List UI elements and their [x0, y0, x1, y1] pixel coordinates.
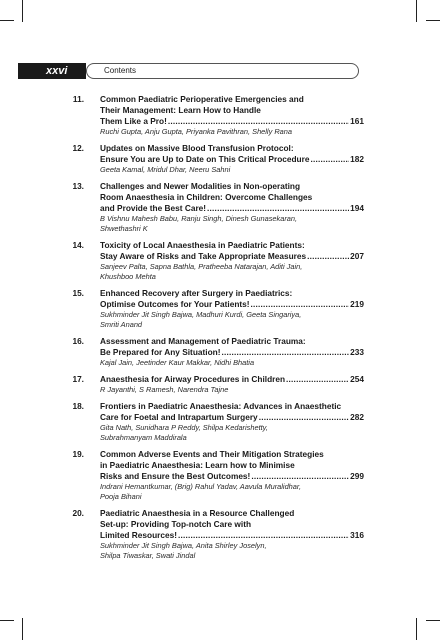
author-line: Kajal Jain, Jeetinder Kaur Makkar, Nidhi Bhatia [100, 358, 255, 367]
toc-entry-title [100, 449, 364, 482]
dot-leader [168, 116, 349, 127]
author-line: Ruchi Gupta, Anju Gupta, Priyanka Pavithran, Shelly Rana [100, 127, 292, 136]
toc-entry-number: 16. [72, 336, 84, 346]
toc-entry-number: 19. [72, 449, 84, 459]
table-of-contents [72, 94, 364, 567]
toc-entry-authors [100, 262, 364, 282]
author-line: Indrani Hemantkumar, (Brig) Rahul Yadav, Aavula Muralidhar, [100, 482, 302, 491]
toc-title-line: Their Management: Learn How to Handle [100, 105, 261, 115]
running-header [18, 63, 359, 79]
toc-title-line: Set-up: Providing Top-notch Care with [100, 519, 252, 529]
toc-page-number[interactable]: 219 [350, 299, 364, 309]
toc-entry-number: 15. [72, 288, 84, 298]
toc-entry-title [100, 374, 364, 385]
toc-title-line: Common Paediatric Perioperative Emergencies and [100, 94, 304, 104]
toc-title-line: Common Adverse Events and Their Mitigation Strategies [100, 449, 324, 459]
toc-entry[interactable] [72, 94, 364, 137]
toc-entry[interactable] [72, 336, 364, 368]
toc-title-line: Room Anaesthesia in Children: Overcome Challenges [100, 192, 313, 202]
dot-leader [178, 530, 349, 541]
author-line: Sanjeev Palta, Sapna Bathla, Pratheeba Natarajan, Aditi Jain, [100, 262, 303, 271]
author-line: Sukhminder Jit Singh Bajwa, Madhuri Kurdi, Geeta Singariya, [100, 310, 302, 319]
toc-entry[interactable] [72, 143, 364, 175]
toc-entry-authors [100, 482, 364, 502]
toc-title-line: Stay Aware of Risks and Take Appropriate Measures [100, 251, 307, 261]
toc-entry[interactable] [72, 449, 364, 502]
toc-entry-authors [100, 423, 364, 443]
toc-entry-title [100, 336, 364, 358]
toc-page-number[interactable]: 182 [350, 154, 364, 164]
toc-entry-authors [100, 541, 364, 561]
toc-title-line: Enhanced Recovery after Surgery in Paediatrics: [100, 288, 293, 298]
toc-entry-title [100, 143, 364, 165]
dot-leader [221, 347, 349, 358]
toc-title-line: Anaesthesia for Airway Procedures in Children [100, 374, 286, 384]
toc-entry-authors [100, 385, 364, 395]
author-line: Shilpa Tiwaskar, Swati Jindal [100, 551, 196, 560]
author-line: Khushboo Mehta [100, 272, 156, 281]
crop-mark [416, 0, 417, 22]
toc-entry-number: 12. [72, 143, 84, 153]
toc-title-line: in Paediatric Anaesthesia: Learn how to Minimise [100, 460, 295, 470]
toc-entry[interactable] [72, 181, 364, 234]
toc-title-line: Risks and Ensure the Best Outcomes! [100, 471, 251, 481]
toc-title-line: Ensure You are Up to Date on This Critical Procedure [100, 154, 310, 164]
toc-entry[interactable] [72, 288, 364, 330]
toc-title-line: Them Like a Pro! [100, 116, 167, 126]
toc-entry-title [100, 94, 364, 127]
toc-entry[interactable] [72, 508, 364, 561]
toc-entry-title [100, 181, 364, 214]
toc-page-number[interactable]: 161 [350, 116, 364, 126]
toc-title-line: Toxicity of Local Anaesthesia in Paediatric Patients: [100, 240, 305, 250]
toc-title-line: Paediatric Anaesthesia in a Resource Challenged [100, 508, 295, 518]
toc-title-line: Challenges and Newer Modalities in Non-operating [100, 181, 301, 191]
crop-mark [426, 620, 440, 621]
toc-title-line: Care for Foetal and Intrapartum Surgery [100, 412, 258, 422]
toc-title-line: and Provide the Best Care! [100, 203, 207, 213]
toc-title-line: Frontiers in Paediatric Anaesthesia: Advances in Anaesthetic [100, 401, 342, 411]
toc-entry-title [100, 401, 364, 423]
dot-leader [307, 251, 349, 262]
toc-page-number[interactable]: 282 [350, 412, 364, 422]
crop-mark [22, 618, 23, 640]
toc-page-number[interactable]: 207 [350, 251, 364, 261]
crop-mark [426, 20, 440, 21]
crop-mark [0, 620, 14, 621]
toc-entry-number: 18. [72, 401, 84, 411]
author-line: Subrahmanyam Maddirala [100, 433, 187, 442]
toc-title-line: Limited Resources! [100, 530, 177, 540]
dot-leader [207, 203, 349, 214]
toc-page-number[interactable]: 194 [350, 203, 364, 213]
dot-leader [286, 374, 349, 385]
toc-entry-number: 11. [72, 94, 84, 104]
toc-entry[interactable] [72, 374, 364, 395]
toc-page-number[interactable]: 316 [350, 530, 364, 540]
toc-page-number[interactable]: 299 [350, 471, 364, 481]
toc-entry-title [100, 508, 364, 541]
toc-entry[interactable] [72, 401, 364, 443]
author-line: Pooja Bihani [100, 492, 142, 501]
author-line: B Vishnu Mahesh Babu, Ranju Singh, Dinesh Gunasekaran, [100, 214, 298, 223]
author-line: Geeta Kamal, Mridul Dhar, Neeru Sahni [100, 165, 231, 174]
dot-leader [310, 154, 349, 165]
toc-entry-authors [100, 214, 364, 234]
toc-entry-number: 14. [72, 240, 84, 250]
toc-entry-title [100, 240, 364, 262]
dot-leader [251, 471, 349, 482]
header-page-number: xxvi [46, 65, 68, 77]
author-line: Sukhminder Jit Singh Bajwa, Anita Shirley Joselyn, [100, 541, 267, 550]
toc-entry-number: 13. [72, 181, 84, 191]
toc-entry-title [100, 288, 364, 310]
toc-entry-authors [100, 358, 364, 368]
author-line: Smriti Anand [100, 320, 143, 329]
toc-title-line: Updates on Massive Blood Transfusion Protocol: [100, 143, 294, 153]
toc-entry-authors [100, 165, 364, 175]
dot-leader [251, 299, 350, 310]
author-line: Gita Nath, Sunidhara P Reddy, Shilpa Kedarishetty, [100, 423, 268, 432]
toc-page-number[interactable]: 233 [350, 347, 364, 357]
toc-page-number[interactable]: 254 [350, 374, 364, 384]
header-section-label: Contents [104, 66, 137, 75]
crop-mark [0, 20, 14, 21]
toc-entry-number: 20. [72, 508, 84, 518]
toc-entry-authors [100, 127, 364, 137]
toc-entry[interactable] [72, 240, 364, 282]
toc-entry-number: 17. [72, 374, 84, 384]
toc-title-line: Assessment and Management of Paediatric Trauma: [100, 336, 306, 346]
author-line: R Jayanthi, S Ramesh, Narendra Tajne [100, 385, 229, 394]
author-line: Shwethashri K [100, 224, 148, 233]
crop-mark [22, 0, 23, 22]
toc-title-line: Be Prepared for Any Situation! [100, 347, 221, 357]
crop-mark [416, 618, 417, 640]
toc-entry-authors [100, 310, 364, 330]
dot-leader [259, 412, 349, 423]
toc-title-line: Optimise Outcomes for Your Patients! [100, 299, 250, 309]
